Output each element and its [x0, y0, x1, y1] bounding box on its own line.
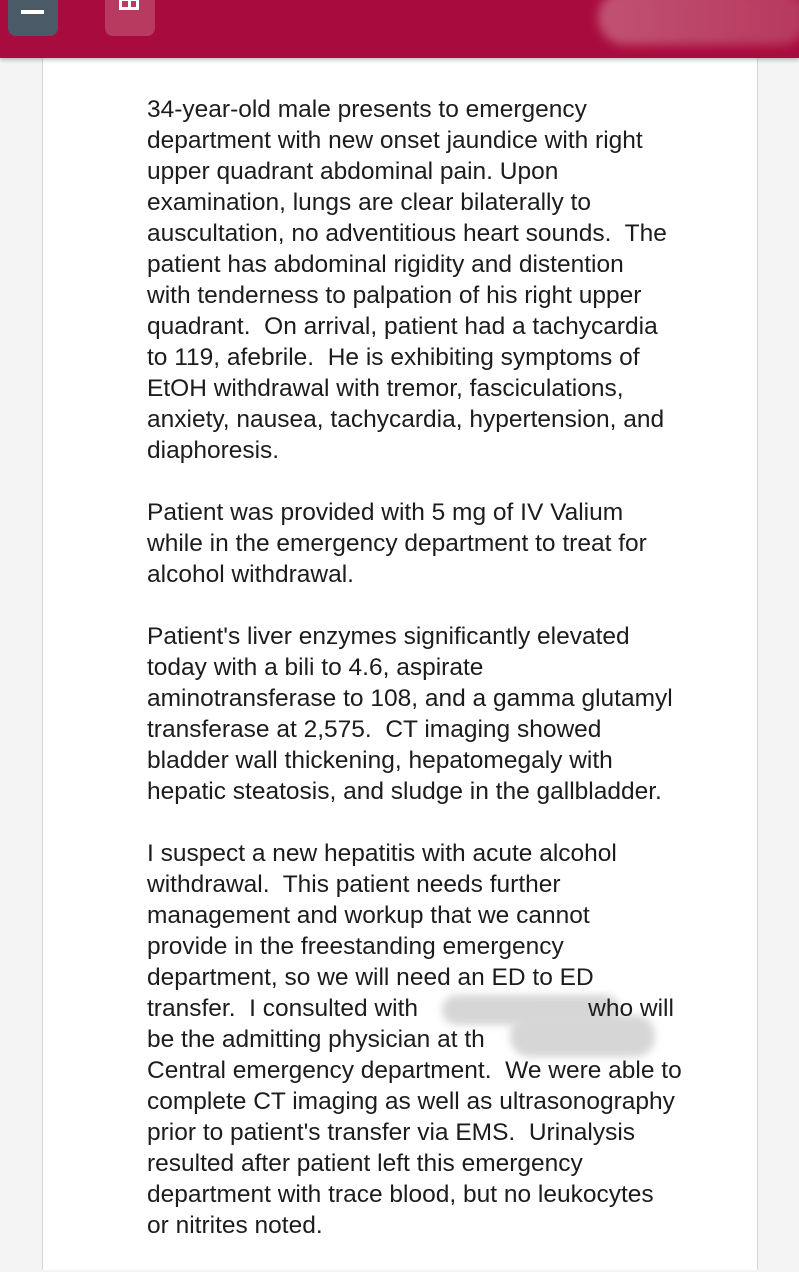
note-line: while in the emergency department to treat for — [147, 530, 647, 557]
note-line: anxiety, nausea, tachycardia, hypertension, and — [147, 406, 665, 433]
note-line: department with trace blood, but no leukocytes — [147, 1181, 654, 1208]
note-line: with tenderness to palpation of his right upper — [147, 282, 642, 309]
note-line: 34-year-old male presents to emergency — [147, 96, 587, 123]
note-line: hepatic steatosis, and sludge in the gallbladder. — [147, 778, 662, 805]
note-line: alcohol withdrawal. — [147, 561, 354, 588]
note-line: provide in the freestanding emergency — [147, 933, 564, 960]
note-line: or nitrites noted. — [147, 1212, 323, 1239]
note-paragraph — [147, 838, 682, 1241]
note-line: patient has abdominal rigidity and distention — [147, 251, 624, 278]
note-paragraph — [147, 621, 682, 807]
note-line: upper quadrant abdominal pain. Upon — [147, 158, 559, 185]
note-line: be the admitting physician at th — [147, 1026, 485, 1053]
note-line: transferase at 2,575. CT imaging showed — [147, 716, 602, 743]
menu-button[interactable] — [8, 0, 58, 36]
note-line: resulted after patient left this emergency — [147, 1150, 583, 1177]
note-line: department, so we will need an ED to ED — [147, 964, 594, 991]
note-line: I suspect a new hepatitis with acute alcohol — [147, 840, 617, 867]
note-line: diaphoresis. — [147, 437, 280, 464]
app-header — [0, 0, 799, 58]
note-line: department with new onset jaundice with right — [147, 127, 643, 154]
note-paragraph — [147, 94, 682, 466]
redacted-user-area — [598, 0, 799, 45]
clinical-note-body — [147, 94, 682, 1272]
note-line: withdrawal. This patient needs further — [147, 871, 561, 898]
note-line: auscultation, no adventitious heart sounds. The — [147, 220, 667, 247]
note-line: prior to patient's transfer via EMS. Urinalysis — [147, 1119, 636, 1146]
note-line: quadrant. On arrival, patient had a tachycardia — [147, 313, 658, 340]
note-line: examination, lungs are clear bilaterally to — [147, 189, 591, 216]
note-line: aminotransferase to 108, and a gamma glutamyl — [147, 685, 673, 712]
note-line: complete CT imaging as well as ultrasonography — [147, 1088, 675, 1115]
note-line: Central emergency department. We were able to — [147, 1057, 682, 1084]
note-paragraph — [147, 497, 682, 590]
note-line: EtOH withdrawal with tremor, fasciculations, — [147, 375, 624, 402]
layout-icon — [119, 0, 139, 10]
layout-button[interactable] — [105, 0, 155, 36]
hamburger-icon — [21, 10, 44, 14]
note-line: to 119, afebrile. He is exhibiting symptoms of — [147, 344, 640, 371]
note-line: today with a bili to 4.6, aspirate — [147, 654, 484, 681]
note-line: management and workup that we cannot — [147, 902, 590, 929]
note-line: Patient was provided with 5 mg of IV Valium — [147, 499, 624, 526]
note-line: Patient's liver enzymes significantly elevated — [147, 623, 630, 650]
note-line: bladder wall thickening, hepatomegaly with — [147, 747, 613, 774]
note-line: transfer. I consulted with who will — [147, 995, 674, 1022]
